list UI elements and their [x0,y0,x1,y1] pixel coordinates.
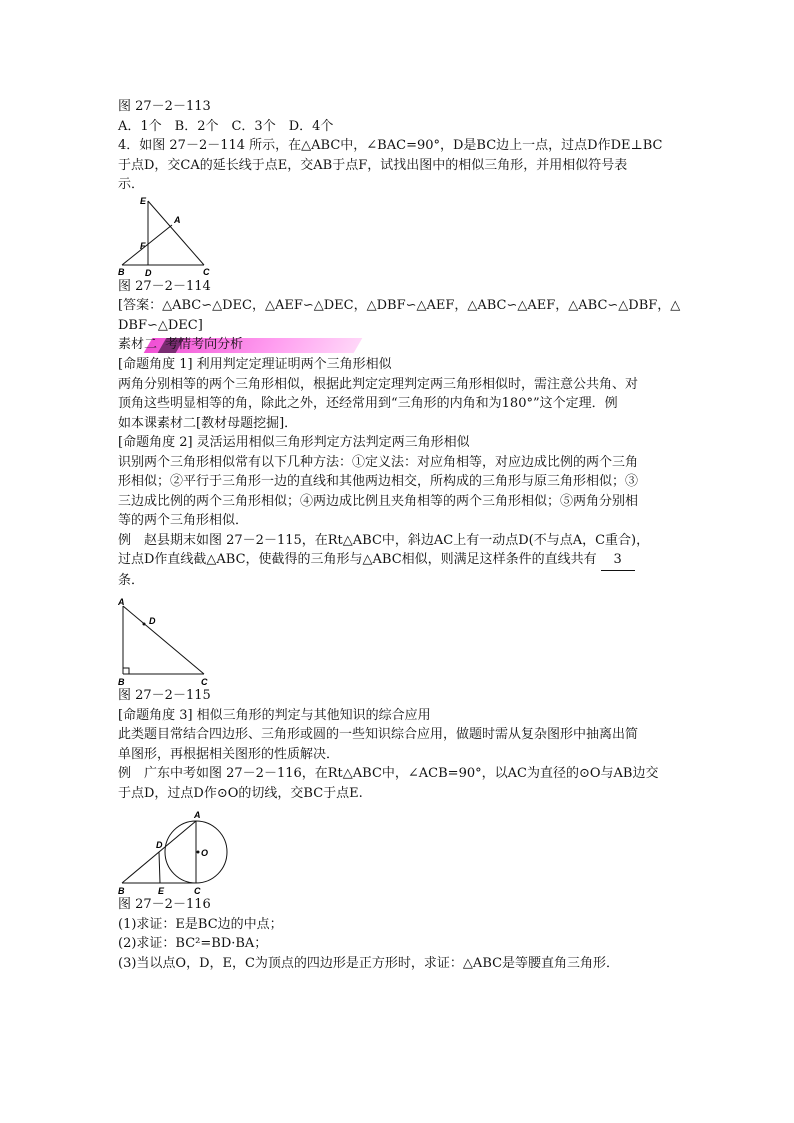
line-de [159,852,160,883]
angle-1-line-2: 顶角这些明显相等的角，除此之外，还经常用到“三角形的内角和为180°”这个定理．例 [118,396,618,411]
angle-3-line-2: 单图形，再根据相关图形的性质解决． [118,746,340,762]
example-1-line-2-text: 过点D作直线截△ABC，使截得的三角形与△ABC相似，则满足这样条件的直线共有 [118,552,597,567]
figure-113-caption: 图 27－2－113 [118,99,211,114]
point-o [197,851,200,854]
line-ba [122,225,172,265]
label-b: B [118,677,125,686]
example-1-line-3: 条． [118,572,145,588]
label-f: F [140,240,146,251]
sub-question-1: (1)求证：E是BC边的中点； [118,916,283,932]
section-header [118,335,680,355]
q4-options: A．1个 B．2个 C．3个 D．4个 [118,118,334,134]
answer-line-2: DBF∽△DEC] [118,317,203,333]
label-a: A [174,214,181,225]
section-title: 考情考向分析 [165,337,244,352]
section-label: 素材二 [118,337,158,352]
figure-115 [118,596,228,686]
q4-text-line-3: 示． [118,177,145,192]
angle-3-line-1: 此类题目常结合四边形、三角形或圆的一些知识综合应用，做题时需从复杂图形中抽离出简 [118,727,639,742]
sub-question-3: (3)当以点O，D，E，C为顶点的四边形是正方形时，求证：△ABC是等腰直角三角形． [118,955,620,971]
label-c: C [203,266,210,277]
angle-2-line-4: 等的两个三角形相似． [118,513,249,528]
figure-116-caption: 图 27－2－116 [118,897,211,912]
angle-1-line-1: 两角分别相等的两个三角形相似，根据此判定定理判定两三角形相似时，需注意公共角、对 [118,376,639,392]
point-d [143,623,146,626]
label-b: B [118,886,125,895]
angle-3-title: [命题角度 3] 相似三角形的判定与其他知识的综合应用 [118,707,431,723]
angle-2-line-1: 识别两个三角形相似常有以下几种方法：①定义法：对应角相等，对应边成比例的两个三角 [118,454,639,470]
label-e: E [158,886,165,895]
q4-text-line-1: 4．如图 27－2－114 所示，在△ABC中，∠BAC=90°，D是BC边上一点，过点D作DE⊥BC [118,138,663,153]
line-ec [148,201,204,265]
label-a: A [194,810,201,820]
document-page [118,97,680,973]
figure-116 [118,807,248,895]
label-b: B [118,266,125,277]
example-1-answer-blank: 3 [601,550,635,571]
label-a: A [118,597,125,607]
line-ac [123,606,204,674]
label-e: E [140,195,147,206]
label-c: C [194,886,201,895]
label-d: D [156,840,163,850]
example-1-line-1: 例 赵县期末如图 27－2－115，在Rt△ABC中，斜边AC上有一动点D(不与点A，C重合)， [118,532,650,548]
example-2-line-1: 例 广东中考如图 27－2－116，在Rt△ABC中，∠ACB=90°，以AC为直径的⊙O与AB边交 [118,766,659,781]
figure-115-caption: 图 27－2－115 [118,688,211,703]
label-d: D [145,267,152,277]
label-o: O [201,848,209,858]
angle-2-line-2: 形相似；②平行于三角形一边的直线和其他两边相交，所构成的三角形与原三角形相似；③ [118,474,639,489]
label-c: C [201,677,208,686]
sub-question-2: (2)求证：BC²=BD·BA； [118,936,268,951]
q4-text-line-2: 于点D，交CA的延长线于点E，交AB于点F，试找出图中的相似三角形，并用相似符号表 [118,157,628,173]
example-2-line-2: 于点D，过点D作⊙O的切线，交BC于点E. [118,785,363,801]
label-d: D [149,616,156,626]
answer-line-1: [答案：△ABC∽△DEC，△AEF∽△DEC，△DBF∽△AEF，△ABC∽△AEF，△ABC∽△DBF，△ [118,298,681,313]
angle-2-line-3: 三边成比例的两个三角形相似；④两边成比例且夹角相等的两个三角形相似；⑤两角分别相 [118,493,639,509]
figure-114 [118,195,228,277]
angle-1-title: [命题角度 1] 利用判定定理证明两个三角形相似 [118,357,392,372]
figure-114-caption: 图 27－2－114 [118,278,211,294]
right-angle-mark [123,668,129,674]
example-1-line-2 [118,550,680,571]
angle-2-title: [命题角度 2] 灵活运用相似三角形判定方法判定两三角形相似 [118,435,470,450]
angle-1-line-3: 如本课素材二[教材母题挖掘]． [118,415,298,431]
